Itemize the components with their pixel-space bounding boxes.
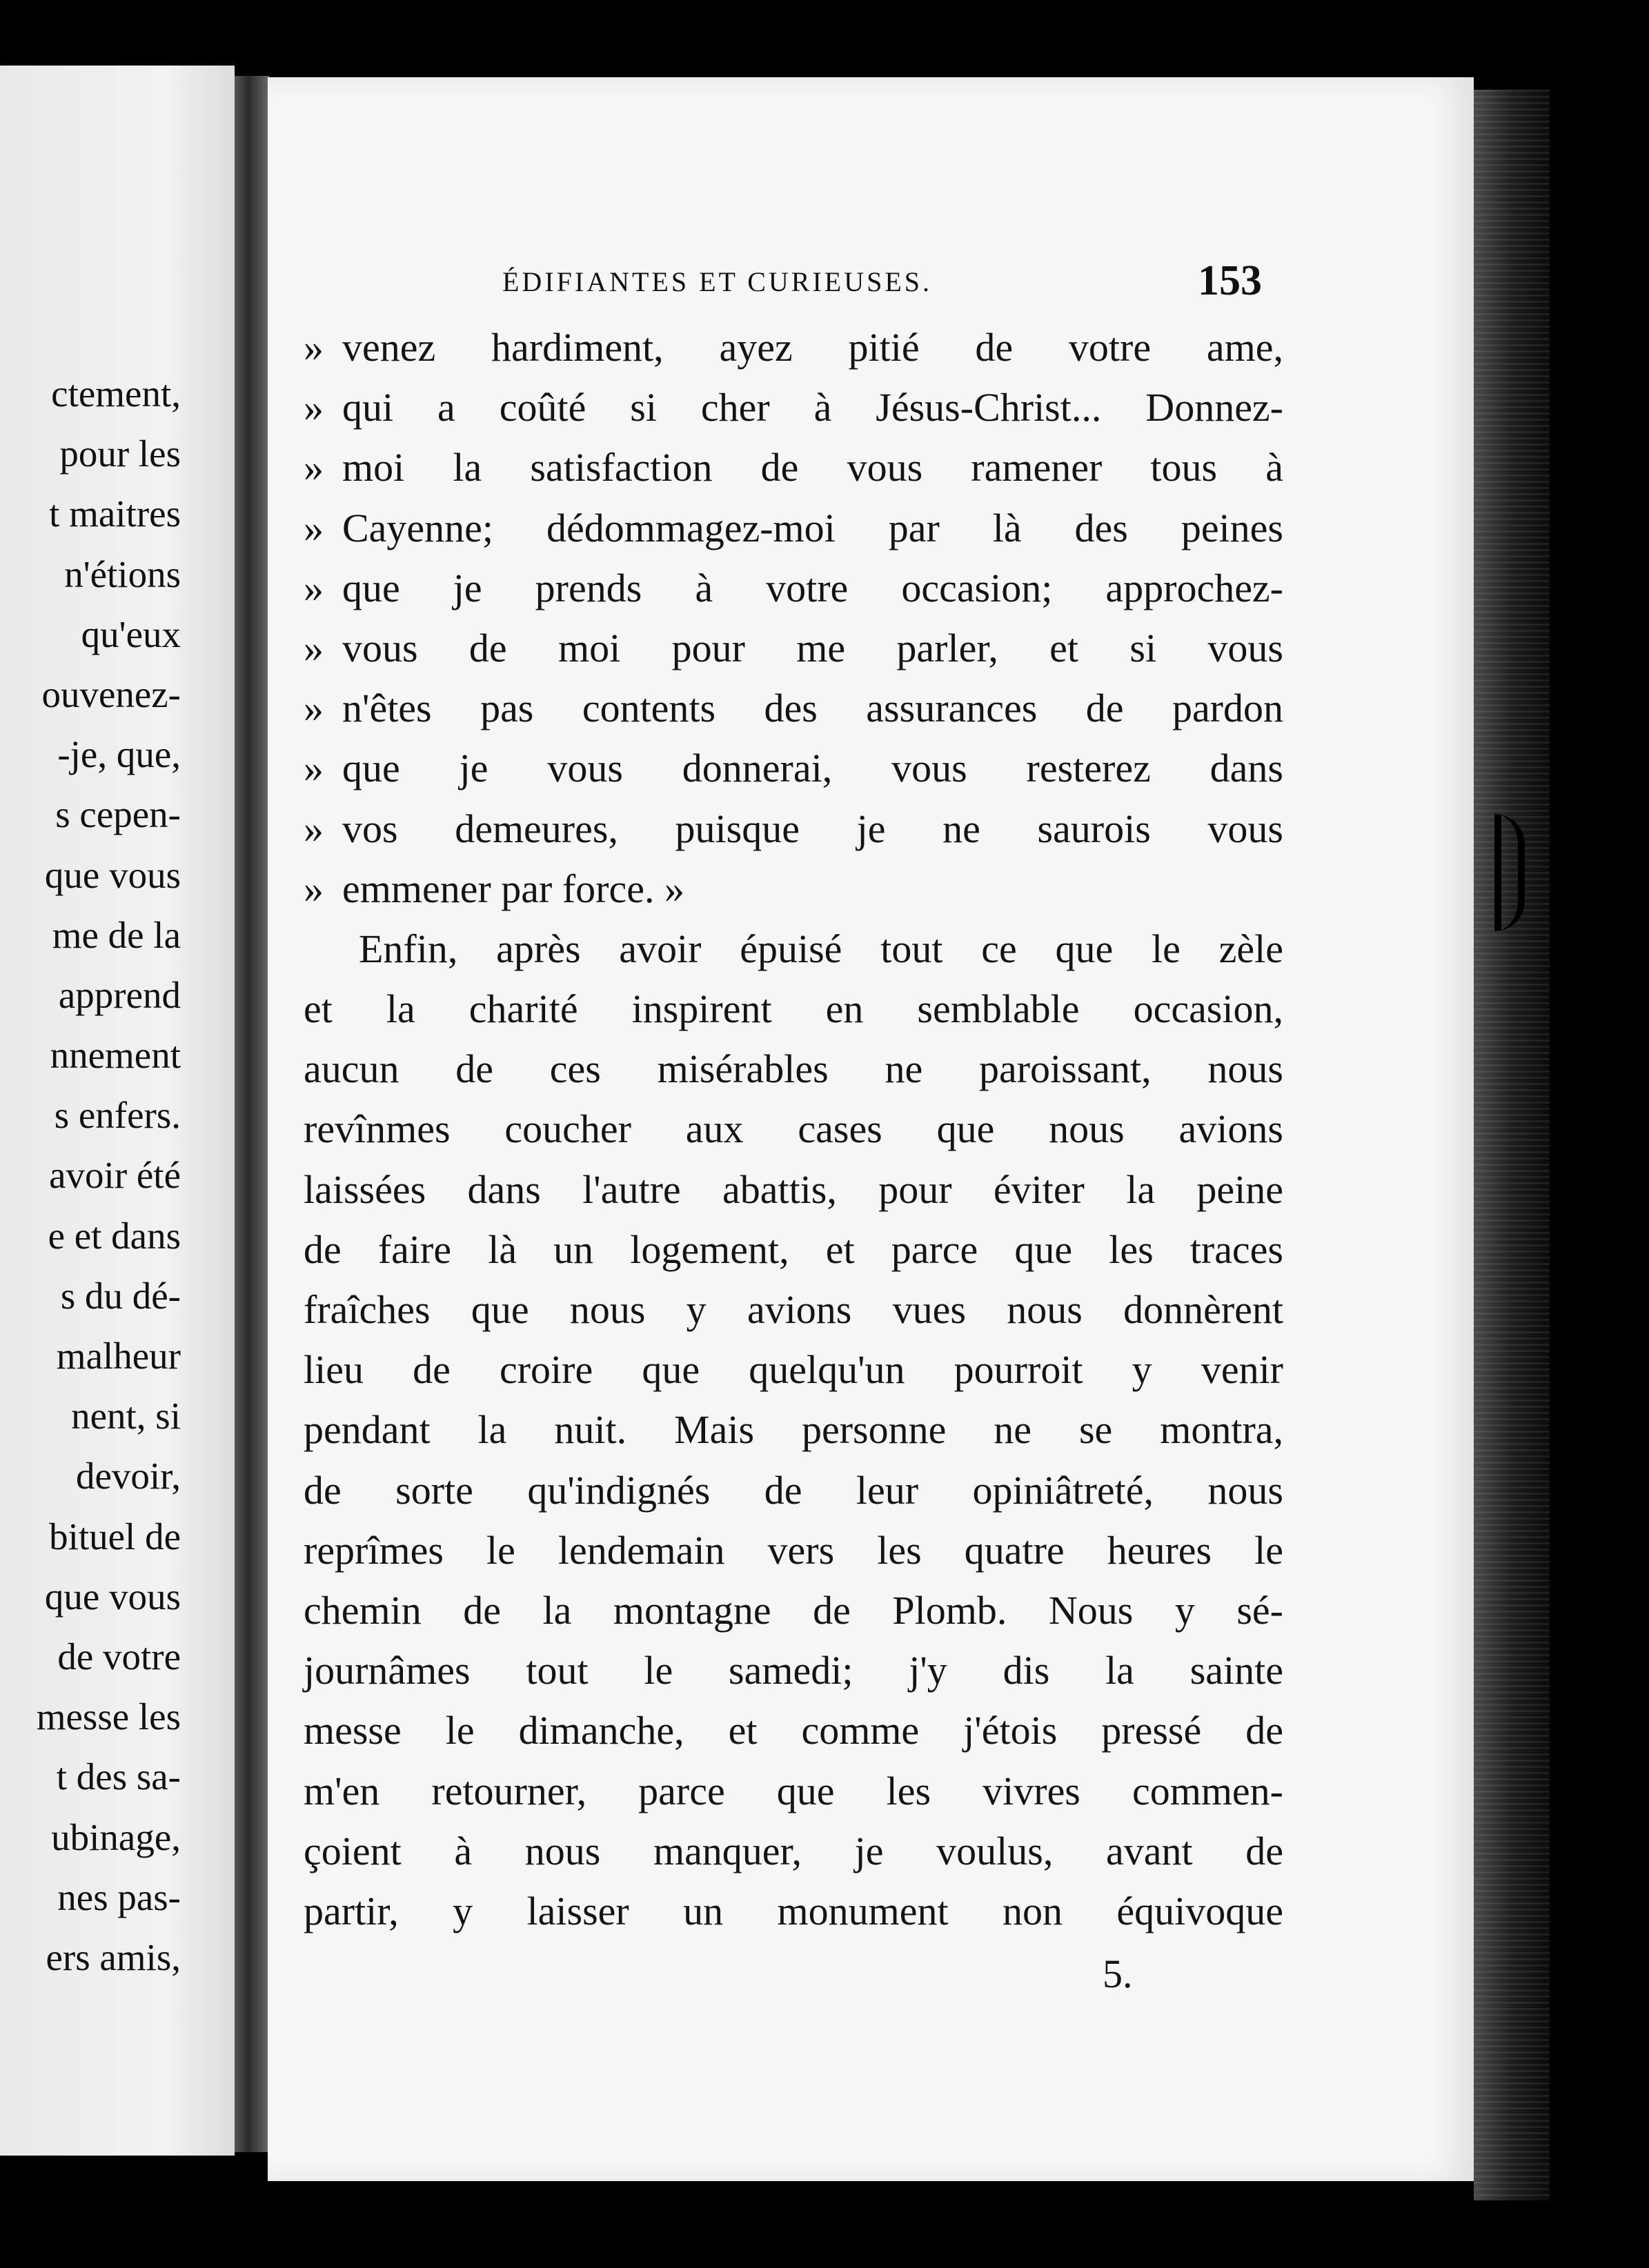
quoted-line: » moi la satisfaction de vous ramener tous à [304, 437, 1283, 497]
quoted-line: » vous de moi pour me parler, et si vous [304, 618, 1283, 678]
left-line: s du dé- [60, 1274, 181, 1317]
paragraph-line: Enfin, après avoir épuisé tout ce que le zèle [359, 926, 1283, 971]
left-line: t maitres [49, 493, 181, 535]
body-text [304, 317, 1283, 1941]
left-line: ubinage, [51, 1816, 181, 1858]
quoted-line: » vos demeures, puisque je ne saurois vous [304, 799, 1283, 859]
quoted-line: » Cayenne; dédommagez-moi par là des peines [304, 498, 1283, 558]
left-line: n'étions [64, 553, 181, 595]
book-gutter [235, 76, 269, 2152]
left-line: bituel de [49, 1515, 181, 1558]
left-line: qu'eux [81, 613, 181, 655]
bracket-mark [1494, 814, 1525, 931]
paragraph-line: fraîches que nous y avions vues nous donnèrent [304, 1287, 1283, 1332]
left-line: t des sa- [56, 1755, 181, 1798]
paragraph-line: aucun de ces misérables ne paroissant, nous [304, 1046, 1283, 1092]
quote-mark: » [304, 686, 324, 731]
quoted-line: » venez hardiment, ayez pitié de votre ame, [304, 317, 1283, 377]
paragraph-line: m'en retourner, parce que les vivres commen- [304, 1768, 1283, 1813]
left-line: pour les [59, 432, 181, 475]
left-line: que vous [44, 1575, 181, 1618]
quoted-line: » que je prends à votre occasion; approchez- [304, 558, 1283, 618]
left-line: s enfers. [54, 1094, 181, 1137]
left-line: ouvenez- [41, 673, 181, 715]
left-line: que vous [44, 853, 181, 896]
left-page-text [0, 364, 181, 1987]
quote-mark: » [304, 505, 324, 550]
left-line: de votre [57, 1635, 181, 1678]
paragraph-line: journâmes tout le samedi; j'y dis la sainte [304, 1648, 1283, 1693]
paragraph-line: çoient à nous manquer, je voulus, avant de [304, 1828, 1283, 1873]
page-number: 153 [1198, 257, 1262, 304]
quoted-line: » que je vous donnerai, vous resterez dans [304, 738, 1283, 798]
paragraph-line: partir, y laisser un monument non équivoque [304, 1888, 1283, 1933]
left-line: s cepen- [55, 793, 181, 836]
left-line: ers amis, [46, 1936, 181, 1978]
paragraph-line: de sorte qu'indignés de leur opiniâtreté, nous [304, 1467, 1283, 1513]
quote-mark: » [304, 866, 324, 911]
page-edge-stack [1474, 90, 1550, 2200]
quote-mark: » [304, 625, 324, 670]
left-line: ctement, [51, 372, 181, 415]
quoted-line: » emmener par force. » [304, 859, 1283, 919]
left-line: avoir été [49, 1154, 181, 1197]
paragraph-line: reprîmes le lendemain vers les quatre heures le [304, 1527, 1283, 1573]
left-line: me de la [52, 913, 181, 956]
paragraph-line: laissées dans l'autre abattis, pour éviter la peine [304, 1166, 1283, 1212]
quote-mark: » [304, 806, 324, 851]
paragraph-line: lieu de croire que quelqu'un pourroit y venir [304, 1347, 1283, 1393]
left-line: devoir, [75, 1455, 181, 1498]
left-line: -je, que, [57, 733, 181, 776]
quote-mark: » [304, 445, 324, 490]
left-line: nent, si [71, 1395, 181, 1438]
left-line: nes pas- [57, 1876, 181, 1918]
quote-mark: » [304, 746, 324, 791]
left-line: malheur [56, 1335, 181, 1377]
left-line: e et dans [48, 1214, 181, 1257]
left-line: messe les [36, 1695, 181, 1738]
quoted-line: » qui a coûté si cher à Jésus-Christ... Donnez- [304, 377, 1283, 437]
quoted-line: » n'êtes pas contents des assurances de pardon [304, 678, 1283, 738]
paragraph-line: de faire là un logement, et parce que les traces [304, 1226, 1283, 1272]
paragraph-line: et la charité inspirent en semblable occasion, [304, 986, 1283, 1032]
paragraph-line: messe le dimanche, et comme j'étois pressé de [304, 1708, 1283, 1753]
paragraph-line: pendant la nuit. Mais personne ne se montra, [304, 1407, 1283, 1453]
left-line: nnement [50, 1034, 181, 1077]
quote-mark: » [304, 565, 324, 610]
paragraph-line: revînmes coucher aux cases que nous avions [304, 1106, 1283, 1152]
paragraph-line: chemin de la montagne de Plomb. Nous y sé- [304, 1587, 1283, 1633]
left-line: apprend [58, 973, 181, 1016]
running-header: ÉDIFIANTES ET CURIEUSES. [502, 266, 933, 297]
signature-mark: 5. [1103, 1951, 1133, 1996]
quote-mark: » [304, 385, 324, 430]
quote-mark: » [304, 325, 324, 370]
left-page [0, 66, 235, 2156]
